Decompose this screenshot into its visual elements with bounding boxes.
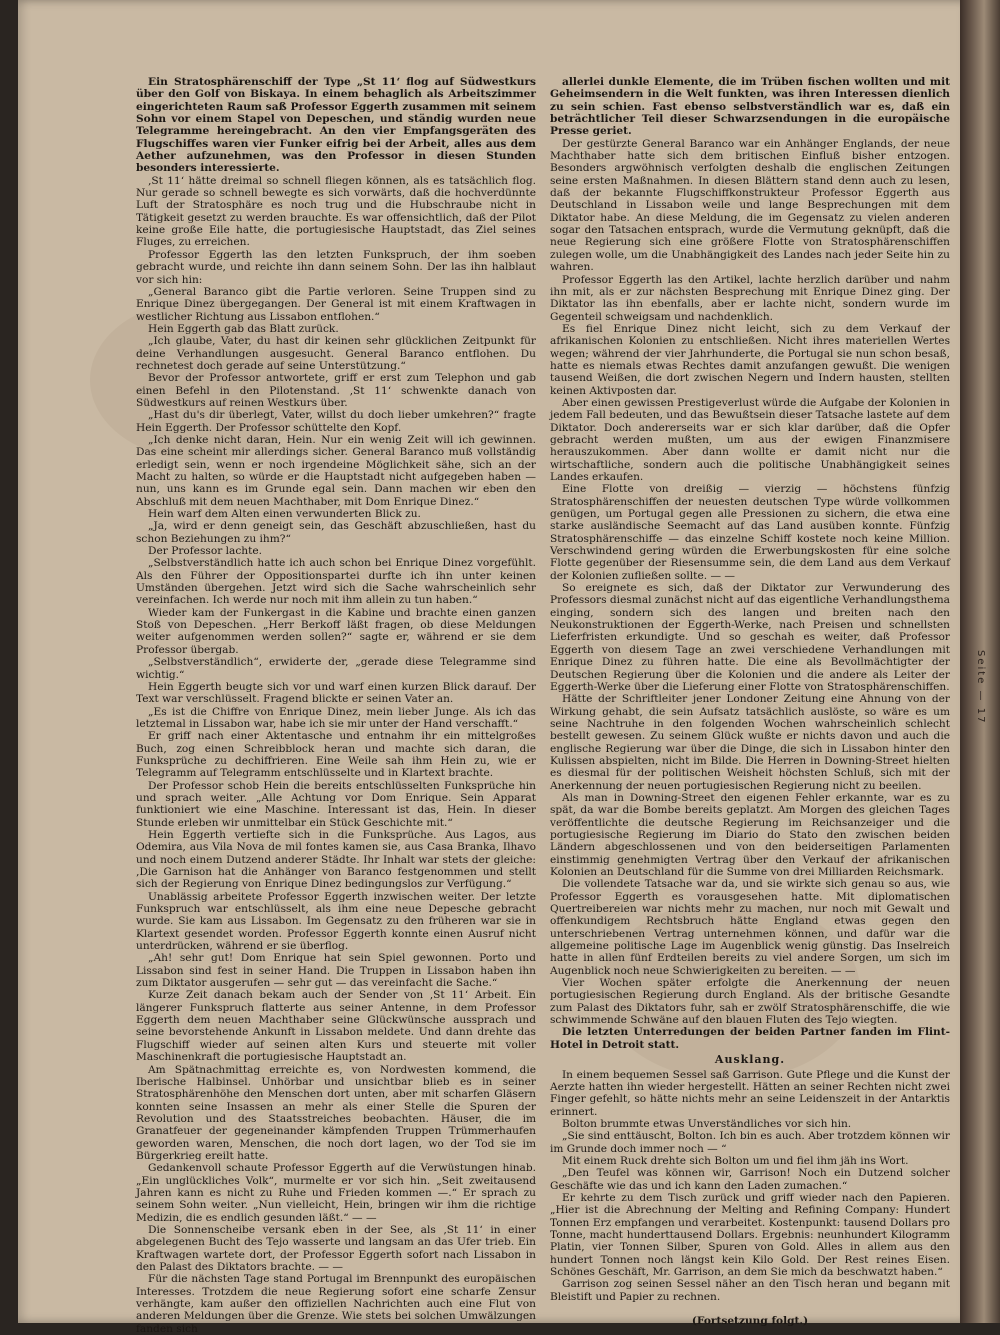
paragraph: Er kehrte zu dem Tisch zurück und griff wieder nach den Papieren. „Hier ist die Abrechnung der Melting and Refining Company: Hundert Tonnen Erz empfangen und verarbeitet. Kostenpunkt: tausend Dollars pro Tonne, macht hunderttausend Dollars. Ergebnis: neunhundert Kilogramm Platin, vier Tonnen Silber, Spuren von Gold. Alles in allem aus den hundert Tonnen noch längst kein Kilo Gold. Der Rest reines Eisen. Schönes Geschäft, Mr. Garrison, an dem Sie mich da beschwatzt haben.“ xyxy=(550,1191,950,1278)
paragraph: allerlei dunkle Elemente, die im Trüben fischen wollten und mit Geheimsendern in die Welt funkten, was ihren Interessen dienlich zu sein schien. Fast ebenso selbstverständlich war es, daß ein beträchtlicher Teil dieser Schwarzsendungen in die europäische Presse geriet. xyxy=(550,76,950,138)
paragraph: „Es ist die Chiffre von Enrique Dinez, mein lieber Junge. Als ich das letztemal in Lissabon war, habe ich sie mir unter der Hand verschafft.“ xyxy=(136,705,536,730)
right-column xyxy=(550,76,950,1328)
paragraph: Ein Stratosphärenschiff der Type „St 11‘ flog auf Südwestkurs über den Golf von Biskaya. In einem behaglich als Arbeitszimmer eingerichteten Raum saß Professor Eggerth zusammen mit seinem Sohn vor einem Stapel von Depeschen, und ständig wurden neue Telegramme hereingebracht. An den vier Empfangsgeräten des Flugschiffes waren vier Funker eifrig bei der Arbeit, alles aus dem Aether aufzunehmen, was den Professor in diesen Stunden besonders interessierte. xyxy=(136,76,536,175)
paragraph: Mit einem Ruck drehte sich Bolton um und fiel ihm jäh ins Wort. xyxy=(562,1154,909,1167)
paragraph: Kurze Zeit danach bekam auch der Sender von ‚St 11‘ Arbeit. Ein längerer Funkspruch flatterte aus seiner Antenne, in dem Professor Eggerth dem neuen Machthaber seine Glückwünsche aussprach und seine bevorstehende Ankunft in Lissabon meldete. Und dann drehte das Flugschiff wieder auf seinen alten Kurs und steuerte mit voller Maschinenkraft die portugiesische Hauptstadt an. xyxy=(136,989,536,1064)
paragraph: So ereignete es sich, daß der Diktator zur Verwunderung des Professors diesmal zunächst nicht auf das eigentliche Verhandlungsthema einging, sondern sich des langen und breiten nach den Neukonstruktionen der Eggerth-Werke, nach Preisen und schnellsten Lieferfristen erkundigte. Und so geschah es weiter, daß Professor Eggerth von diesem Tage an zwei verschiedene Verhandlungen mit Enrique Dinez zu führen hatte. Die eine als Bevollmächtigter der Deutschen Regierung über die Kolonien und die andere als Leiter der Eggerth-Werke über die Lieferung einer Flotte von Stratosphärenschiffen. xyxy=(550,582,950,693)
paragraph: Die vollendete Tatsache war da, und sie wirkte sich genau so aus, wie Professor Eggerth es vorausgesehen hatte. Mit diplomatischen Quertreibereien war nichts mehr zu machen, nur noch mit Gewalt und offenkundigem Rechtsbruch hätte England etwas gegen den unterschriebenen Vertrag unternehmen können, und dafür war die allgemeine politische Lage im Augenblick wenig günstig. Das Inselreich hatte in allen fünf Erdteilen bereits zu viel andere Sorgen, um sich im Augenblick noch neue Schwierigkeiten zu bereiten. — — xyxy=(550,878,950,977)
paragraph: Hein warf dem Alten einen verwunderten Blick zu. xyxy=(148,508,421,521)
paragraph: „Ich denke nicht daran, Hein. Nur ein wenig Zeit will ich gewinnen. Das eine scheint mir allerdings sicher. General Baranco muß vollständig erledigt sein, wenn er noch irgendeine Möglichkeit sähe, sich an der Macht zu halten, so würde er die Hauptstadt nicht aufgegeben haben — nun, uns kann es im Grunde egal sein. Dann machen wir eben den Abschluß mit dem neuen Machthaber, mit Dom Enrique Dinez.“ xyxy=(136,433,536,508)
continuation-note: (Fortsetzung folgt.) xyxy=(691,1315,809,1328)
paragraph: Er griff nach einer Aktentasche und entnahm ihr ein mittelgroßes Buch, zog einen Schreibblock heran und machte sich daran, die Funksprüche zu dechiffrieren. Eine Weile sah ihm Hein zu, wie er Telegramm auf Telegramm entschlüsselte und in Klartext brachte. xyxy=(136,730,536,780)
paragraph: Gedankenvoll schaute Professor Eggerth auf die Verwüstungen hinab. „Ein unglückliches Volk“, murmelte er vor sich hin. „Seit zweitausend Jahren kann es nicht zu Ruhe und Frieden kommen —.“ Er sprach zu seinem Sohn weiter. „Nun vielleicht, Hein, bringen wir ihm die richtige Medizin, die es endlich gesunden läßt.“ — — xyxy=(136,1162,536,1224)
paragraph: Aber einen gewissen Prestigeverlust würde die Aufgabe der Kolonien in jedem Fall bedeuten, und das Bewußtsein dieser Tatsache lastete auf dem Diktator. Doch andererseits war er sich klar darüber, daß die Opfer gebracht werden mußten, um aus der ewigen Finanzmisere herauszukommen. Aber dann wollte er damit nicht nur die wirtschaftliche, sondern auch die politische Unabhängigkeit seines Landes erkaufen. xyxy=(550,396,950,483)
paragraph: Es fiel Enrique Dinez nicht leicht, sich zu dem Verkauf der afrikanischen Kolonien zu entschließen. Nicht ihres materiellen Wertes wegen; während der vier Jahrhunderte, die Portugal sie nun schon besaß, hatte es niemals etwas Rechtes damit anzufangen gewußt. Die wenigen tausend Weißen, die dort zwischen Negern und Indern hausten, stellten keinen Aktivposten dar. xyxy=(550,322,950,397)
paragraph: Professor Eggerth las den letzten Funkspruch, der ihm soeben gebracht wurde, und reichte ihn dann seinem Sohn. Der las ihn halblaut vor sich hin: xyxy=(136,248,536,286)
paragraph: Garrison zog seinen Sessel näher an den Tisch heran und begann mit Bleistift und Papier zu rechnen. xyxy=(550,1278,950,1303)
paragraph: Unablässig arbeitete Professor Eggerth inzwischen weiter. Der letzte Funkspruch war entschlüsselt, als ihm eine neue Depesche gebracht wurde. Sie kam aus Lissabon. Im Gegensatz zu den früheren war sie in Klartext gesendet worden. Professor Eggerth konnte einen Ausruf nicht unterdrücken, während er sie überflog. xyxy=(136,890,536,953)
paragraph: Die letzten Unterredungen der beiden Partner fanden im Flint-Hotel in Detroit statt. xyxy=(550,1026,950,1051)
paragraph: Hätte der Schriftleiter jener Londoner Zeitung eine Ahnung von der Wirkung gehabt, die sein Aufsatz tatsächlich auslöste, so wäre es um seine Nachtruhe in den folgenden Wochen wahrscheinlich schlecht bestellt gewesen. Zu seinem Glück wußte er nichts davon und auch die englische Regierung war über die Dinge, die sich in Lissabon hinter den Kulissen abspielten, nicht im Bilde. Die Herren in Downing-Street hielten es diesmal für der politischen Weisheit höchsten Schluß, sich mit der Anerkennung der neuen portugiesischen Regierung nicht zu beeilen. xyxy=(550,693,950,792)
paragraph: Vier Wochen später erfolgte die Anerkennung der neuen portugiesischen Regierung durch England. Als der britische Gesandte zum Palast des Diktators fuhr, sah er zwölf Stratosphärenschiffe, die wie schwimmende Schwäne auf den blauen Fluten des Tejo wiegten. xyxy=(550,977,950,1027)
paragraph: Hein Eggerth gab das Blatt zurück. xyxy=(148,322,339,335)
paragraph: Der Professor lachte. xyxy=(148,545,262,558)
section-heading-ausklang: Ausklang. xyxy=(714,1053,786,1067)
paragraph: „Ich glaube, Vater, du hast dir keinen sehr glücklichen Zeitpunkt für deine Verhandlungen ausgesucht. General Baranco entflohen. Du rechnetest doch gerade auf seine Unterstützung.“ xyxy=(136,335,536,372)
paragraph: Eine Flotte von dreißig — vierzig — höchstens fünfzig Stratosphärenschiffen der neuesten deutschen Type würde vollkommen genügen, um Portugal gegen alle Pressionen zu sichern, die etwa eine starke ausländische Seemacht auf das Land ausüben konnte. Fünfzig Stratosphärenschiffe — das einzelne Schiff kostete noch keine Million. Verschwindend gering würden die Erwerbungskosten für eine solche Flotte gegenüber der Riesensumme sein, die dem Land aus dem Verkauf der Kolonien zufließen sollte. — — xyxy=(550,483,950,582)
paragraph: Hein Eggerth beugte sich vor und warf einen kurzen Blick darauf. Der Text war verschlüsselt. Fragend blickte er seinen Vater an. xyxy=(136,680,536,706)
paragraph: Der gestürzte General Baranco war ein Anhänger Englands, der neue Machthaber hatte sich dem britischen Einfluß bisher entzogen. Besonders argwöhnisch verfolgten deshalb die englischen Zeitungen seine ersten Maßnahmen. In diesen Blättern stand denn auch zu lesen, daß der bekannte Flugschiffkonstrukteur Professor Eggerth aus Deutschland in Lissabon weile und lange Besprechungen mit dem Diktator habe. An diese Meldung, die im Gegensatz zu vielen anderen sogar den Tatsachen entsprach, wurde die Vermutung geknüpft, daß die neue Regierung sich eine größere Flotte von Stratosphärenschiffen zulegen wolle, um die Unabhängigkeit des Landes nach jeder Seite hin zu wahren. xyxy=(550,137,950,274)
paragraph: In einem bequemen Sessel saß Garrison. Gute Pflege und die Kunst der Aerzte hatten ihn wieder hergestellt. Hätten an seiner Rechten nicht zwei Finger gefehlt, so hätte nichts mehr an seine Leidenszeit in der Antarktis erinnert. xyxy=(550,1068,950,1118)
paragraph: „Selbstverständlich“, erwiderte der, „gerade diese Telegramme sind wichtig.“ xyxy=(136,656,536,681)
paragraph: Für die nächsten Tage stand Portugal im Brennpunkt des europäischen Interesses. Trotzdem die neue Regierung sofort eine scharfe Zensur verhängte, kam außer den offiziellen Nachrichten auch eine Flut von anderen Meldungen über die Grenze. Wie stets bei solchen Umwälzungen fanden sich xyxy=(136,1273,536,1335)
paragraph: Die Sonnenscheibe versank eben in der See, als ‚St 11‘ in einer abgelegenen Bucht des Tejo wasserte und langsam an das Ufer trieb. Ein Kraftwagen wartete dort, der Professor Eggerth sofort nach Lissabon in den Palast des Diktators brachte. — — xyxy=(136,1223,536,1273)
paragraph: Hein Eggerth vertiefte sich in die Funksprüche. Aus Lagos, aus Odemira, aus Vila Nova de mil fontes kamen sie, aus Casa Branka, Ilhavo und noch einem Dutzend anderer Städte. Ihr Inhalt war stets der gleiche: ‚Die Garnison hat die Anhänger von Baranco festgenommen und stellt sich der Regierung von Enrique Dinez bedingungslos zur Verfügung.“ xyxy=(136,828,536,891)
paragraph: Bevor der Professor antwortete, griff er erst zum Telephon und gab einen Befehl in den Pilotenstand. ‚St 11‘ schwenkte danach von Südwestkurs auf reinen Westkurs über. xyxy=(136,372,536,409)
paragraph: „Hast du's dir überlegt, Vater, willst du doch lieber umkehren?“ fragte Hein Eggerth. Der Professor schüttelte den Kopf. xyxy=(136,409,536,434)
paragraph: „Den Teufel was können wir, Garrison! Noch ein Dutzend solcher Geschäfte wie das und ich kann den Laden zumachen.“ xyxy=(550,1167,950,1192)
paragraph: Als man in Downing-Street den eigenen Fehler erkannte, war es zu spät, da war die Bombe bereits geplatzt. Am Morgen des gleichen Tages veröffentlichte die deutsche Regierung im Reichsanzeiger und die portugiesische Regierung im Diario do Stato den zwischen beiden Ländern abgeschlossenen und von den beiderseitigen Parlamenten einstimmig genehmigten Vertrag über den Verkauf der afrikanischen Kolonien an Deutschland für die Summe von drei Milliarden Reichsmark. xyxy=(550,791,950,878)
paragraph: Am Spätnachmittag erreichte es, von Nordwesten kommend, die Iberische Halbinsel. Unhörbar und unsichtbar blieb es in seiner Stratosphärenhöhe den Menschen dort unten, aber mit scharfen Gläsern konnten seine Insassen an mehr als einer Stelle die Spuren der Revolution und des Staatsstreiches beobachten. Häuser, die im Granatfeuer der gegeneinander kämpfenden Truppen Trümmerhaufen geworden waren, Menschen, die noch dort lagen, wo der Tod sie im Bürgerkrieg ereilt hatte. xyxy=(136,1063,536,1162)
paragraph: „Ah! sehr gut! Dom Enrique hat sein Spiel gewonnen. Porto und Lissabon sind fest in seiner Hand. Die Truppen in Lissabon haben ihn zum Diktator ausgerufen — sehr gut — das vereinfacht die Sache.“ xyxy=(136,952,536,990)
left-column xyxy=(136,76,536,1335)
paragraph: „General Baranco gibt die Partie verloren. Seine Truppen sind zu Enrique Dinez übergegangen. Der General ist mit einem Kraftwagen in westlicher Richtung aus Lissabon entflohen.“ xyxy=(136,285,536,323)
spine-text: Seite — 17 xyxy=(975,650,986,725)
paragraph: Bolton brummte etwas Unverständliches vor sich hin. xyxy=(562,1117,852,1130)
paragraph: „Sie sind enttäuscht, Bolton. Ich bin es auch. Aber trotzdem können wir im Grunde doch immer noch — “ xyxy=(550,1130,950,1155)
paragraph: ‚St 11‘ hätte dreimal so schnell fliegen können, als es tatsächlich flog. Nur gerade so schnell bewegte es sich vorwärts, daß die hochverdünnte Luft der Stratosphäre es noch trug und die Hubschraube nicht in Tätigkeit gesetzt zu werden brauchte. Es war offensichtlich, daß der Pilot keine große Eile hatte, die portugiesische Hauptstadt, das Ziel seines Fluges, zu erreichen. xyxy=(136,174,536,249)
paragraph: „Ja, wird er denn geneigt sein, das Geschäft abzuschließen, hast du schon Beziehungen zu ihm?“ xyxy=(136,520,536,545)
paragraph: Wieder kam der Funkergast in die Kabine und brachte einen ganzen Stoß von Depeschen. „Herr Berkoff läßt fragen, ob diese Meldungen weiter aufgenommen werden sollen?“ sagte er, während er sie dem Professor übergab. xyxy=(136,606,536,656)
paragraph: Professor Eggerth las den Artikel, lachte herzlich darüber und nahm ihn mit, als er zur nächsten Besprechung mit Enrique Dinez ging. Der Diktator las ihn ebenfalls, aber er lachte nicht, sondern wurde im Gegenteil schweigsam und nachdenklich. xyxy=(550,273,950,323)
paragraph: „Selbstverständlich hatte ich auch schon bei Enrique Dinez vorgefühlt. Als den Führer der Oppositionspartei durfte ich ihn unter keinen Umständen übergehen. Jetzt wird sich die Sache wahrscheinlich sehr vereinfachen. Ich werde nur noch mit ihm allein zu tun haben.“ xyxy=(136,557,536,607)
paragraph: Der Professor schob Hein die bereits entschlüsselten Funksprüche hin und sprach weiter. „Alle Achtung vor Dom Enrique. Sein Apparat funktioniert wie eine Maschine. Interessant ist das, Hein. In dieser Stunde erleben wir unmittelbar ein Stück Geschichte mit.“ xyxy=(136,779,536,829)
